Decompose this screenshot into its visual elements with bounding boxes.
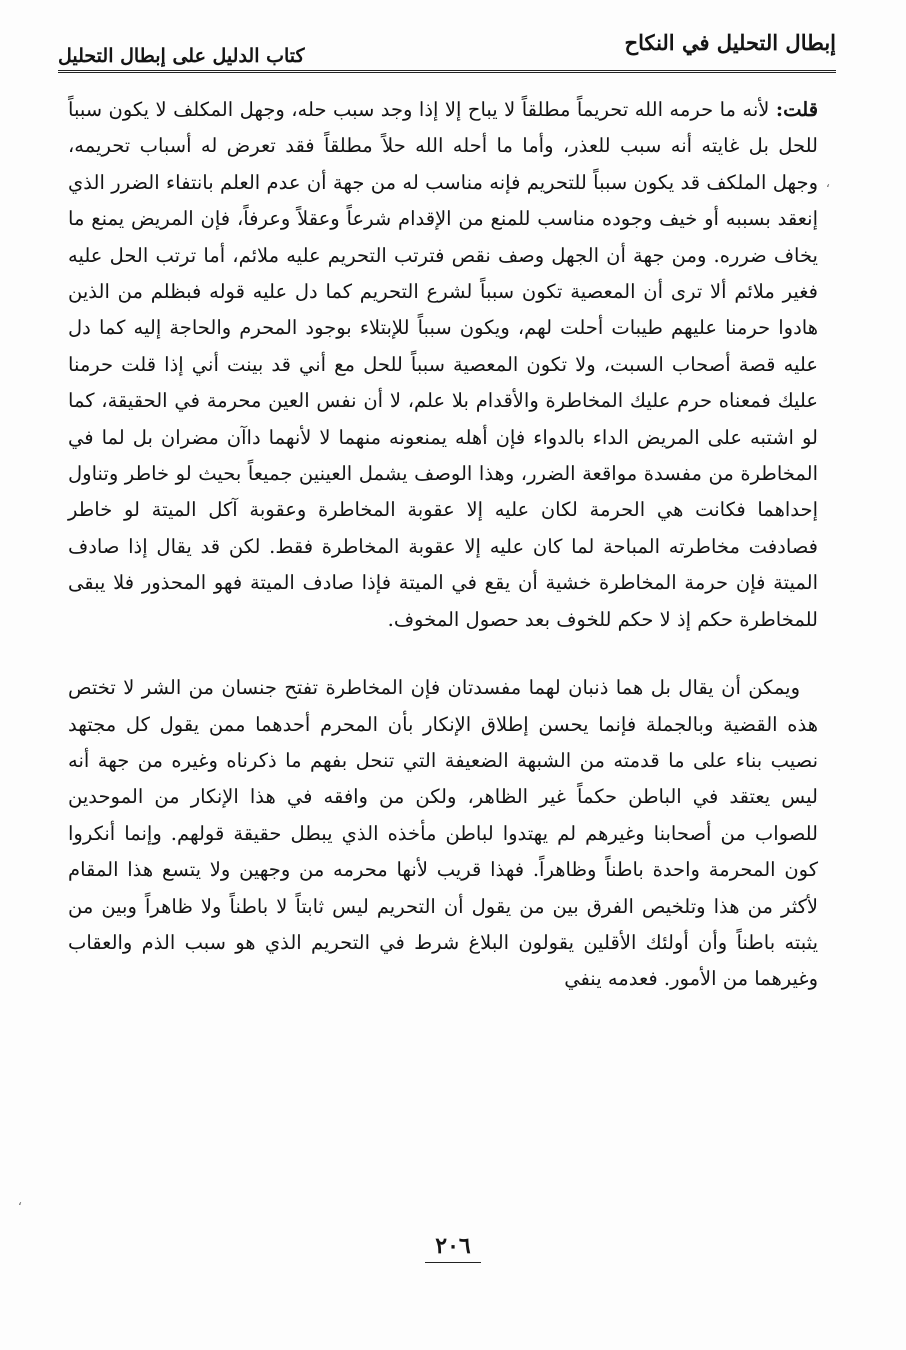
running-header (58, 22, 836, 70)
header-divider (58, 70, 836, 76)
margin-speck-mark: ʻ (826, 182, 830, 196)
paragraph-1-lead: قلت: (775, 98, 819, 121)
page-body (68, 92, 818, 998)
paragraph-1 (68, 92, 818, 638)
paragraph-1-text: لأنه ما حرمه الله تحريماً مطلقاً لا يباح إلا إذا وجد سبب حله، وجهل المكلف لا يكون سبباً للحل بل غايته أنه سبب للعذر، وأما ما أحله الله حلاً مطلقاً فقد تعرض له أسباب تحريمه، وجهل الملكف قد يكون سبباً للتحريم فإنه مناسب له من جهة أن عدم العلم بانتفاء الضرر الذي إنعقد بسببه أو خيف وجوده مناسب للمنع من الإقدام شرعاً وعقلاً وعرفاً، فإن المريض يمنع ما يخاف ضرره. ومن جهة أن الجهل وصف نقص فترتب التحريم عليه ملائم، أما ترتب الحل عليه فغير ملائم ألا ترى أن المعصية تكون سبباً لشرع التحريم كما دل عليه قوله فبظلم من الذين هادوا حرمنا عليهم طيبات أحلت لهم، ويكون سبباً للإبتلاء بوجود المحرم والحاجة إليه كما دل عليه قصة أصحاب السبت، ولا تكون المعصية سبباً للحل مع أني قد بينت أني إذا قلت حرمنا عليك فمعناه حرم عليك المخاطرة والأقدام بلا علم، لا أن نفس العين محرمة في الحقيقة، كما لو اشتبه على المريض الداء بالدواء فإن أهله يمنعونه منهما لا لأنهما داآن مضران بل لما في المخاطرة من مفسدة مواقعة الضرر، وهذا الوصف يشمل العينين جميعاً بحيث لو خاطر وتناول إحداهما فكانت هي الحرمة لكان عليه إلا عقوبة المخاطرة وعقوبة آكل الميتة لو خاطر فصادفت مخاطرته المباحة لما كان عليه إلا عقوبة المخاطرة فقط. لكن قد يقال إذا صادف الميتة فإن حرمة المخاطرة خشية أن يقع في الميتة فإذا صادف الميتة فهو المحذور فلا يبقى للمخاطرة حكم إذ لا حكم للخوف بعد حصول المخوف. (68, 98, 818, 631)
page-number-underline (425, 1262, 481, 1263)
section-title: كتاب الدليل على إبطال التحليل (58, 45, 305, 67)
book-title: إبطال التحليل في النكاح (624, 30, 836, 55)
paragraph-2: ويمكن أن يقال بل هما ذنبان لهما مفسدتان فإن المخاطرة تفتح جنسان من الشر لا تختص هذه القضية وبالجملة فإنما يحسن إطلاق الإنكار بأن المحرم أحدهما ممن يقول كل مجتهد نصيب بناء على ما قدمته من الشبهة الضعيفة التي تنحل بفهم ما ذكرناه وغيره من جهة أنه ليس يعتقد في الباطن حكماً غير الظاهر، ولكن من وافقه في هذا الإنكار من الموحدين للصواب من أصحابنا وغيرهم لم يهتدوا لباطن مأخذه الذي يبطل حقيقة قولهم. وإنما أنكروا كون المحرمة واحدة باطناً وظاهراً. فهذا قريب لأنها محرمه من وجهين ولا يتسع هذا المقام لأكثر من هذا وتلخيص الفرق بين من يقول أن التحريم ليس ثابتاً لا باطناً ولا ظاهراً وبين من يثبته باطناً وأن أولئك الأقلين يقولون البلاغ شرط في التحريم الذي هو سبب الذم والعقاب وغيرهما من الأمور. فعدمه ينفي (68, 676, 818, 991)
page-number: ٢٠٦ (435, 1233, 471, 1259)
margin-speck-mark: ʻ (18, 1200, 22, 1214)
